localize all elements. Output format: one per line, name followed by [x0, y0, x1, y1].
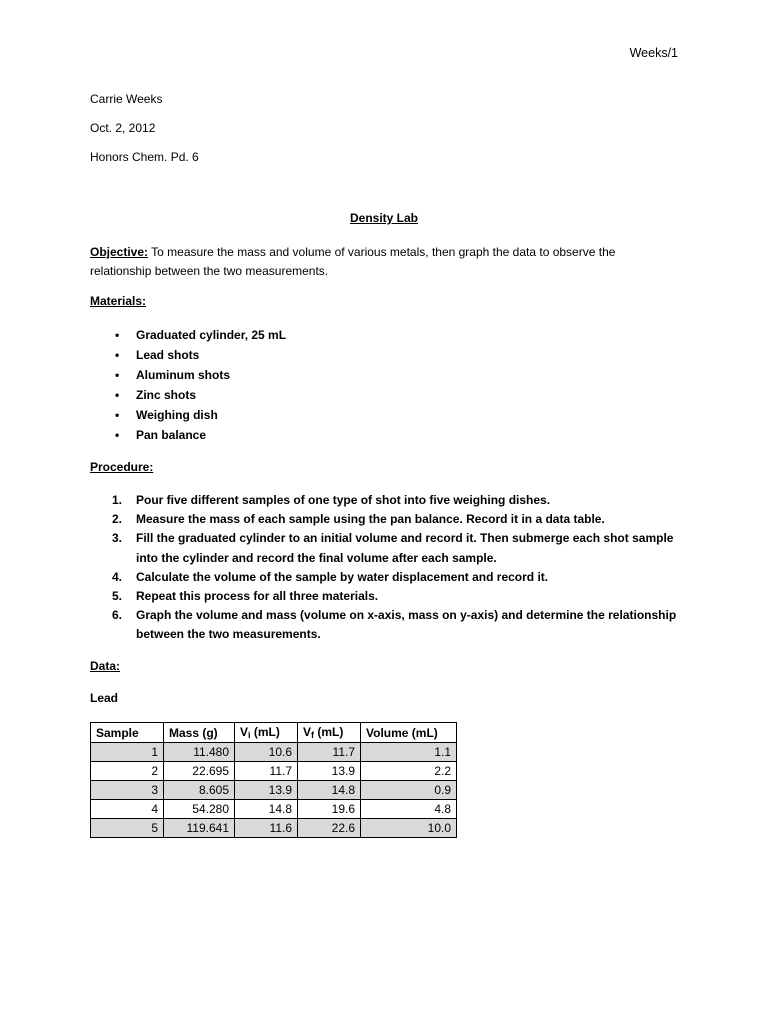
objective-paragraph — [90, 243, 680, 281]
cell-mass: 11.480 — [164, 743, 235, 762]
step-number: 4. — [112, 569, 123, 584]
document-title: Density Lab — [349, 211, 418, 225]
lead-data-table — [90, 722, 457, 838]
list-item — [90, 606, 680, 644]
materials-list — [90, 327, 286, 447]
procedure-step-text: Pour five different samples of one type of shot into five weighing dishes. — [136, 493, 551, 507]
cell-sample: 1 — [91, 743, 164, 762]
cell-initial-volume: 14.8 — [235, 800, 298, 819]
list-item — [90, 407, 286, 427]
list-item — [90, 367, 286, 387]
cell-final-volume: 13.9 — [298, 762, 361, 781]
list-item — [90, 387, 286, 407]
header-mass: Mass (g) — [164, 723, 235, 743]
vf-unit: (mL) — [317, 725, 344, 739]
step-number: 5. — [112, 589, 123, 604]
list-item — [90, 568, 680, 587]
cell-sample: 3 — [91, 781, 164, 800]
vf-subscript: f — [311, 730, 315, 740]
table-row — [91, 800, 457, 819]
table-row — [91, 819, 457, 838]
cell-volume: 2.2 — [361, 762, 457, 781]
material-item-label: Graduated cylinder, 25 mL — [136, 328, 287, 342]
cell-mass: 8.605 — [164, 781, 235, 800]
data-heading: Data: — [90, 659, 121, 673]
cell-final-volume: 11.7 — [298, 743, 361, 762]
table-row — [91, 781, 457, 800]
class-period: Honors Chem. Pd. 6 — [90, 150, 199, 164]
procedure-step-text: Repeat this process for all three materials. — [136, 589, 379, 604]
cell-sample: 4 — [91, 800, 164, 819]
bullet-icon: • — [115, 348, 120, 362]
vi-symbol: V — [240, 725, 249, 739]
step-number: 1. — [112, 493, 123, 507]
vf-symbol: V — [303, 725, 312, 739]
procedure-step-text: Fill the graduated cylinder to an initial volume and record it. Then submerge each shot sample into the cylinder and record the final volume after each sample. — [136, 531, 674, 565]
header-initial-volume — [235, 723, 298, 743]
cell-final-volume: 22.6 — [298, 819, 361, 838]
cell-initial-volume: 11.6 — [235, 819, 298, 838]
vi-subscript: i — [248, 730, 251, 740]
table-header-row — [91, 723, 457, 743]
cell-volume: 0.9 — [361, 781, 457, 800]
list-item — [90, 347, 286, 367]
document-date: Oct. 2, 2012 — [90, 121, 156, 135]
material-item-label: Lead shots — [136, 348, 200, 362]
table-row — [91, 743, 457, 762]
list-item — [90, 587, 680, 606]
vi-unit: (mL) — [253, 725, 280, 739]
procedure-step-text: Calculate the volume of the sample by water displacement and record it. — [136, 569, 549, 584]
cell-initial-volume: 13.9 — [235, 781, 298, 800]
procedure-heading: Procedure: — [90, 460, 154, 474]
bullet-icon: • — [115, 388, 120, 402]
cell-volume: 10.0 — [361, 819, 457, 838]
cell-volume: 4.8 — [361, 800, 457, 819]
cell-sample: 5 — [91, 819, 164, 838]
procedure-step-text: Measure the mass of each sample using the pan balance. Record it in a data table. — [136, 512, 605, 527]
materials-heading: Materials: — [90, 294, 147, 308]
bullet-icon: • — [115, 368, 120, 382]
header-sample: Sample — [91, 723, 164, 743]
step-number: 3. — [112, 531, 123, 546]
objective-label: Objective: — [90, 245, 149, 259]
material-item-label: Pan balance — [136, 428, 207, 442]
table-row — [91, 762, 457, 781]
cell-mass: 119.641 — [164, 819, 235, 838]
material-item-label: Weighing dish — [136, 408, 218, 422]
cell-mass: 22.695 — [164, 762, 235, 781]
cell-mass: 54.280 — [164, 800, 235, 819]
procedure-step-text: Graph the volume and mass (volume on x-axis, mass on y-axis) and determine the relationship between the two measurements. — [136, 608, 677, 642]
list-item — [90, 427, 286, 447]
procedure-list — [90, 491, 680, 645]
cell-final-volume: 14.8 — [298, 781, 361, 800]
cell-initial-volume: 11.7 — [235, 762, 298, 781]
bullet-icon: • — [115, 408, 120, 422]
cell-volume: 1.1 — [361, 743, 457, 762]
list-item — [90, 510, 680, 529]
material-item-label: Zinc shots — [136, 388, 197, 402]
author-name: Carrie Weeks — [90, 92, 163, 106]
cell-initial-volume: 10.6 — [235, 743, 298, 762]
step-number: 2. — [112, 512, 123, 527]
list-item — [90, 529, 680, 567]
cell-sample: 2 — [91, 762, 164, 781]
bullet-icon: • — [115, 328, 120, 342]
step-number: 6. — [112, 608, 123, 623]
lead-table-label: Lead — [90, 691, 119, 705]
bullet-icon: • — [115, 428, 120, 442]
list-item — [90, 327, 286, 347]
objective-text: To measure the mass and volume of various metals, then graph the data to observe the relationship between the two measurements. — [90, 245, 616, 278]
page-header-label: Weeks/1 — [629, 46, 678, 60]
list-item — [90, 491, 680, 510]
cell-final-volume: 19.6 — [298, 800, 361, 819]
material-item-label: Aluminum shots — [136, 368, 231, 382]
header-volume: Volume (mL) — [361, 723, 457, 743]
header-final-volume — [298, 723, 361, 743]
